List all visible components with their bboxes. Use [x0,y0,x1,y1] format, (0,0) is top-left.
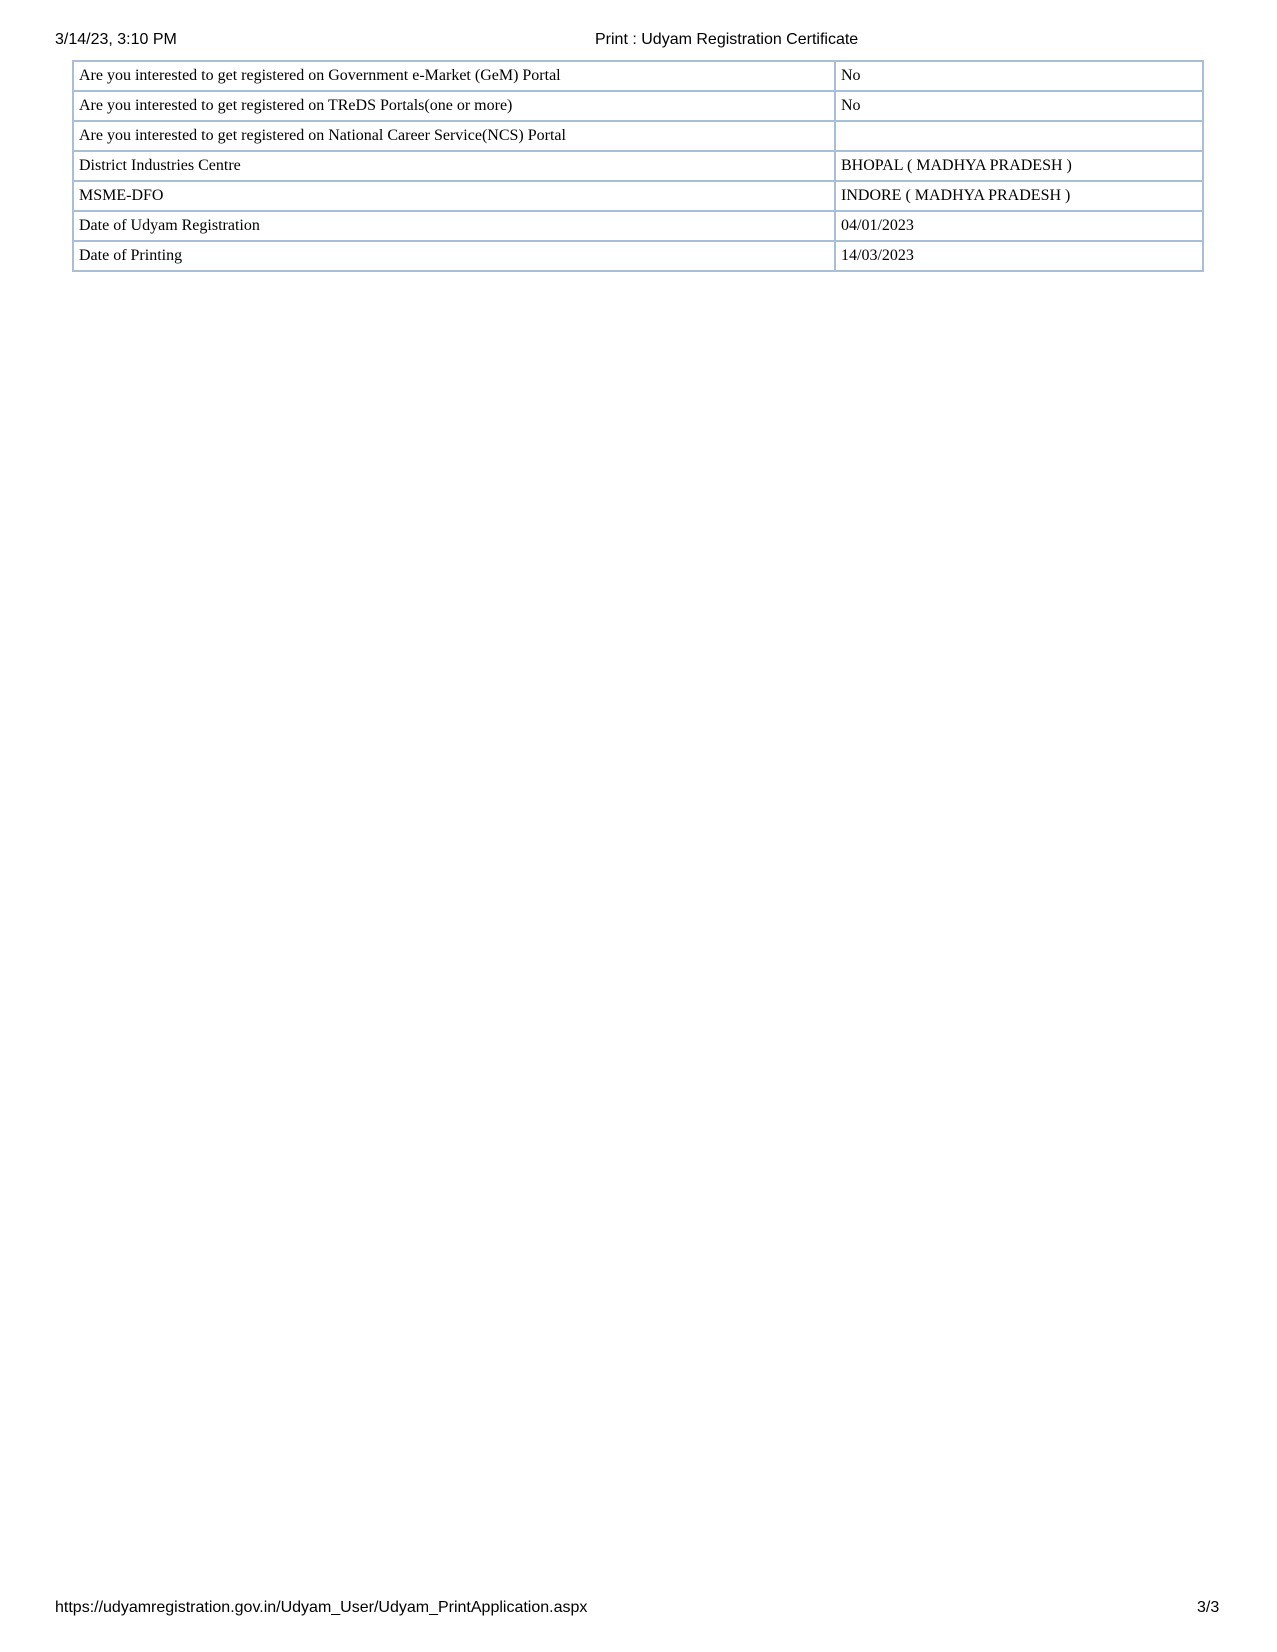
table-row [73,151,1203,181]
row-label: Are you interested to get registered on TReDS Portals(one or more) [73,91,835,121]
row-value: No [835,91,1203,121]
table-row [73,121,1203,151]
row-value: INDORE ( MADHYA PRADESH ) [835,181,1203,211]
row-value: No [835,61,1203,91]
row-label: Date of Udyam Registration [73,211,835,241]
row-label: District Industries Centre [73,151,835,181]
row-label: Date of Printing [73,241,835,271]
row-label: Are you interested to get registered on National Career Service(NCS) Portal [73,121,835,151]
row-value: 14/03/2023 [835,241,1203,271]
table-row [73,181,1203,211]
row-value [835,121,1203,151]
print-page-title: Print : Udyam Registration Certificate [595,31,859,48]
registration-details-table [72,60,1204,272]
table-row [73,211,1203,241]
page-number: 3/3 [1197,1599,1220,1616]
row-label: MSME-DFO [73,181,835,211]
table-row [73,61,1203,91]
table-row [73,241,1203,271]
page-url: https://udyamregistration.gov.in/Udyam_User/Udyam_PrintApplication.aspx [55,1599,588,1616]
table-row [73,91,1203,121]
row-value: 04/01/2023 [835,211,1203,241]
print-datetime: 3/14/23, 3:10 PM [55,31,177,48]
row-value: BHOPAL ( MADHYA PRADESH ) [835,151,1203,181]
row-label: Are you interested to get registered on Government e-Market (GeM) Portal [73,61,835,91]
